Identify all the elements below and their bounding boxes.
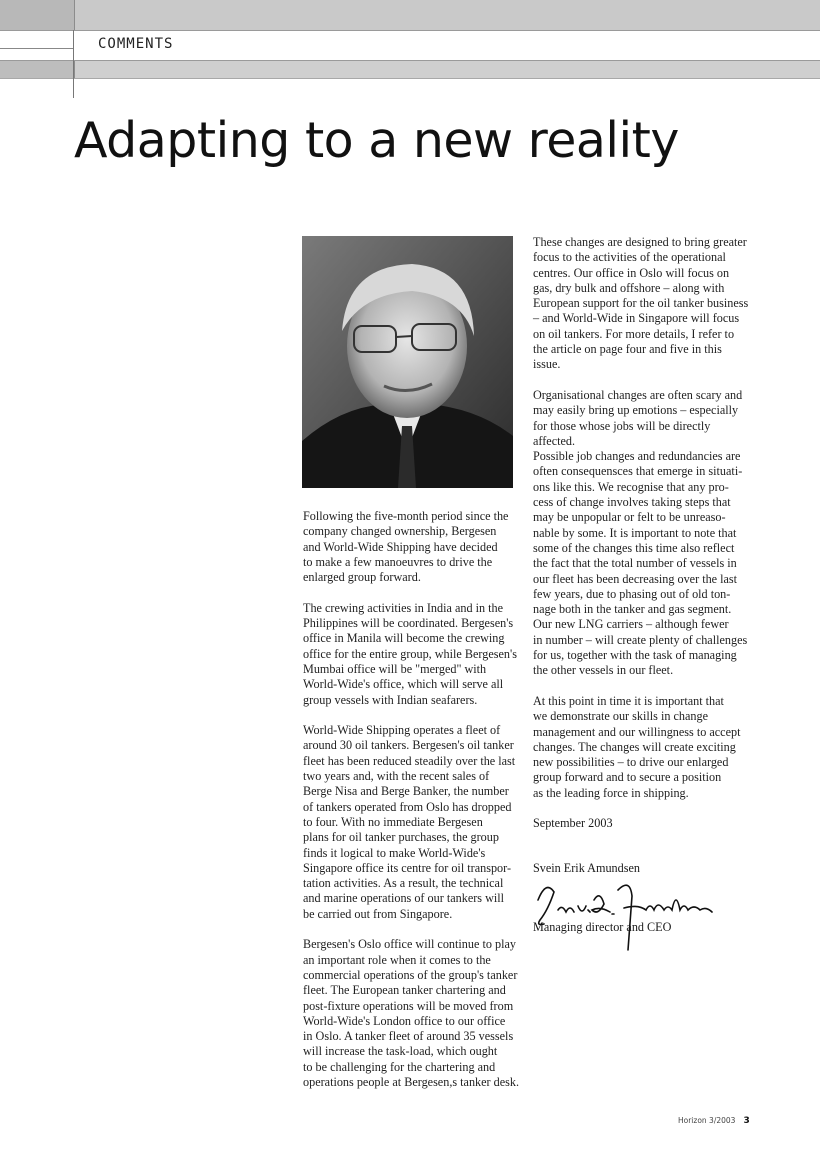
header-band-edge bbox=[0, 0, 75, 30]
author-title: Managing director and CEO bbox=[533, 920, 672, 934]
author-portrait bbox=[302, 236, 513, 488]
page-number: 3 bbox=[743, 1116, 750, 1126]
article-date: September 2003 bbox=[533, 816, 613, 830]
article-headline: Adapting to a new reality bbox=[74, 112, 679, 169]
paragraph-5: These changes are designed to bring greater focus to the activities of the operational centres. Our office in Oslo will focus on gas, dry bulk and offshore – along with European support for the oil tanker business – and World-Wide in Singapore will focus on oil tankers. For more details, I refer to the article on page four and five in this issue. bbox=[533, 235, 749, 372]
paragraph-4: Bergesen's Oslo office will continue to play an important role when it comes to the commercial operations of the group's tanker fleet. The European tanker chartering and post-fixture operations will be moved from World-Wide's London office to our office in Oslo. A tanker fleet of around 35 vessels will increase the task-load, which ought to be challenging for the chartering and operations people at Bergesen,s tanker desk. bbox=[303, 937, 520, 1089]
header-divider bbox=[73, 30, 74, 98]
header-band-lower-edge bbox=[0, 61, 75, 78]
handwritten-signature bbox=[528, 870, 728, 960]
paragraph-3: World-Wide Shipping operates a fleet of around 30 oil tankers. Bergesen's oil tanker fleet has been reduced steadily over the last two years and, with the recent sales of Berge Nisa and Berge Banker, the number of tankers operated from Oslo has dropped to four. With no immediate Bergesen plans for oil tanker purchases, the group finds it logical to make World-Wide's Singapore office its centre for oil transpor- tation activities. As a result, the technical and marine operations of our tankers will be carried out from Singapore. bbox=[303, 723, 516, 921]
section-label: COMMENTS bbox=[98, 36, 174, 52]
header-band-lower bbox=[0, 60, 820, 79]
header-rule bbox=[0, 48, 74, 49]
paragraph-2: The crewing activities in India and in the Philippines will be coordinated. Bergesen's office in Manila will become the crewing office for the entire group, while Bergesen's Mumbai office will be "merged" with World-Wide's office, which will serve all group vessels with Indian seafarers. bbox=[303, 600, 517, 707]
page-footer bbox=[678, 1116, 750, 1126]
header-band bbox=[0, 0, 820, 31]
article-left-column bbox=[303, 509, 521, 1106]
paragraph-7: At this point in time it is important that we demonstrate our skills in change management and our willingness to accept changes. The changes will create exciting new possibilities – to drive our enlarged group forward and to secure a position as the leading force in shipping. bbox=[533, 693, 741, 800]
portrait-illustration bbox=[302, 236, 513, 488]
paragraph-1: Following the five-month period since the company changed ownership, Bergesen and World-Wide Shipping have decided to make a few manoeuvres to drive the enlarged group forward. bbox=[303, 509, 509, 585]
article-right-column bbox=[533, 235, 753, 816]
publication-issue: Horizon 3/2003 bbox=[678, 1116, 736, 1125]
paragraph-6: Organisational changes are often scary and may easily bring up emotions – especially for those whose jobs will be directly affected. Possible job changes and redundancies are often consequensces that emerge in situati- ons like this. We recognise that any pro- cess of change involves taking steps that may be unpopular or felt to be unreaso- nable by some. It is important to note that some of the changes this time also reflect the fact that the total number of vessels in our fleet has been decreasing over the last few years, due to phasing out of old ton- nage both in the tanker and gas segment. Our new LNG carriers – although fewer in number – will create plenty of challenges for us, together with the task of managing the other vessels in our fleet. bbox=[533, 387, 748, 678]
author-name: Svein Erik Amundsen bbox=[533, 861, 640, 875]
